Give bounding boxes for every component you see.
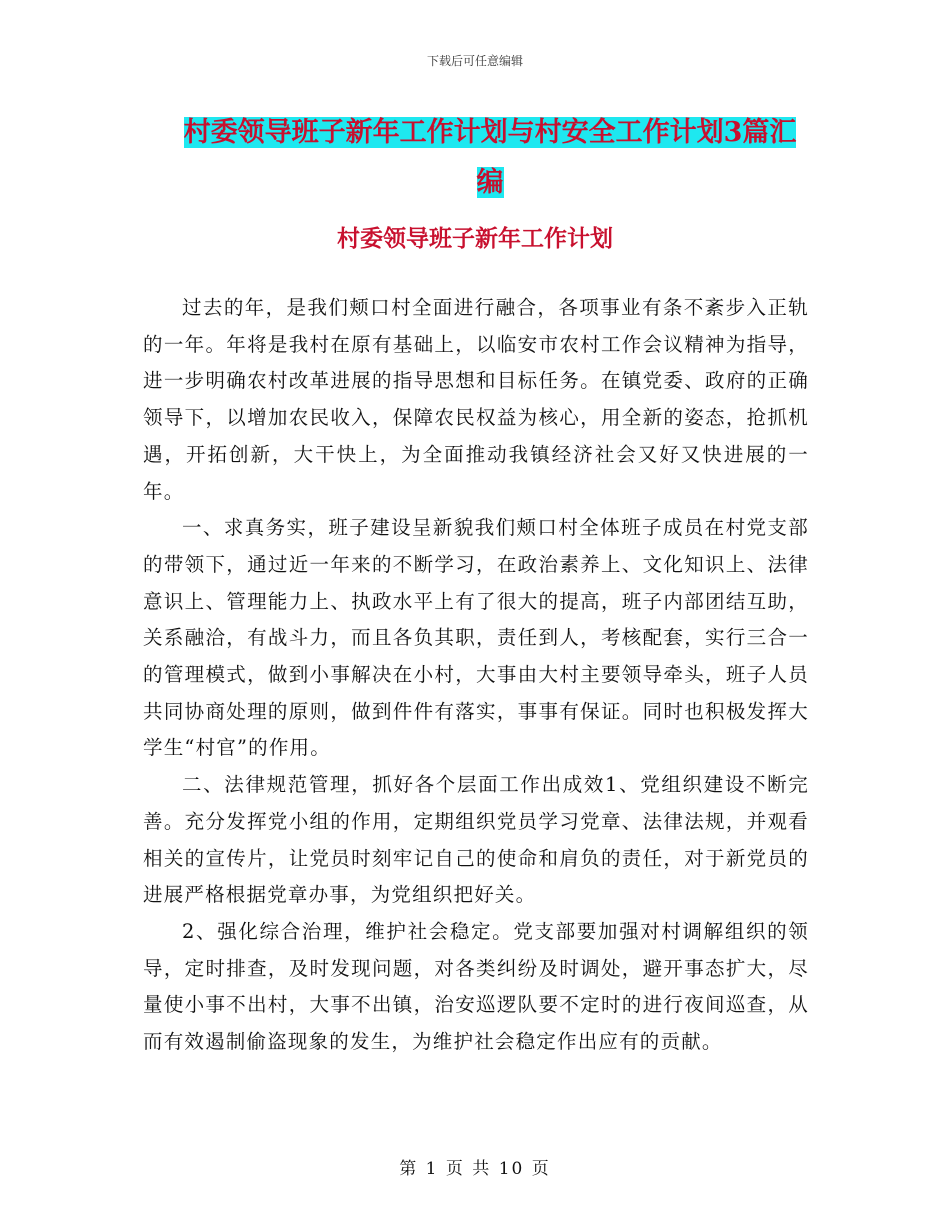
document-title-line2: 编 <box>476 167 504 198</box>
paragraph-1: 过去的年，是我们颊口村全面进行融合，各项事业有条不紊步入正轨的一年。年将是我村在原有基础上，以临安市农村工作会议精神为指导，进一步明确农村改革进展的指导思想和目标任务。在镇党委、政府的正确领导下，以增加农民收入，保障农民权益为核心，用全新的姿态，抢抓机遇，开拓创新，大干快上，为全面推动我镇经济社会又好又快进展的一年。 <box>143 296 809 503</box>
section-title: 村委领导班子新年工作计划 <box>337 225 613 252</box>
document-title <box>170 108 810 208</box>
paragraph-3: 二、法律规范管理，抓好各个层面工作出成效1、党组织建设不断完善。充分发挥党小组的作用，定期组织党员学习党章、法律法规，并观看相关的宣传片，让党员时刻牢记自己的使命和肩负的责任，对于新党员的进展严格根据党章办事，为党组织把好关。 <box>143 773 809 907</box>
document-title-line1: 村委领导班子新年工作计划与村安全工作计划3篇汇 <box>183 117 797 148</box>
page-footer: 第 1 页 共 10 页 <box>399 1159 551 1179</box>
header-note: 下载后可任意编辑 <box>426 54 523 68</box>
body-text <box>143 290 809 1061</box>
paragraph-4: 2、强化综合治理，维护社会稳定。党支部要加强对村调解组织的领导，定时排查，及时发现问题，对各类纠纷及时调处，避开事态扩大，尽量使小事不出村，大事不出镇，治安巡逻队要不定时的进行夜间巡查，从而有效遏制偷盗现象的发生，为维护社会稳定作出应有的贡献。 <box>143 919 809 1054</box>
paragraph-2: 一、求真务实，班子建设呈新貌我们颊口村全体班子成员在村党支部的带领下，通过近一年来的不断学习，在政治素养上、文化知识上、法律意识上、管理能力上、执政水平上有了很大的提高，班子内部团结互助，关系融洽，有战斗力，而且各负其职，责任到人，考核配套，实行三合一的管理模式，做到小事解决在小村，大事由大村主要领导牵头，班子人员共同协商处理的原则，做到件件有落实，事事有保证。同时也积极发挥大学生“村官”的作用。 <box>143 516 809 760</box>
